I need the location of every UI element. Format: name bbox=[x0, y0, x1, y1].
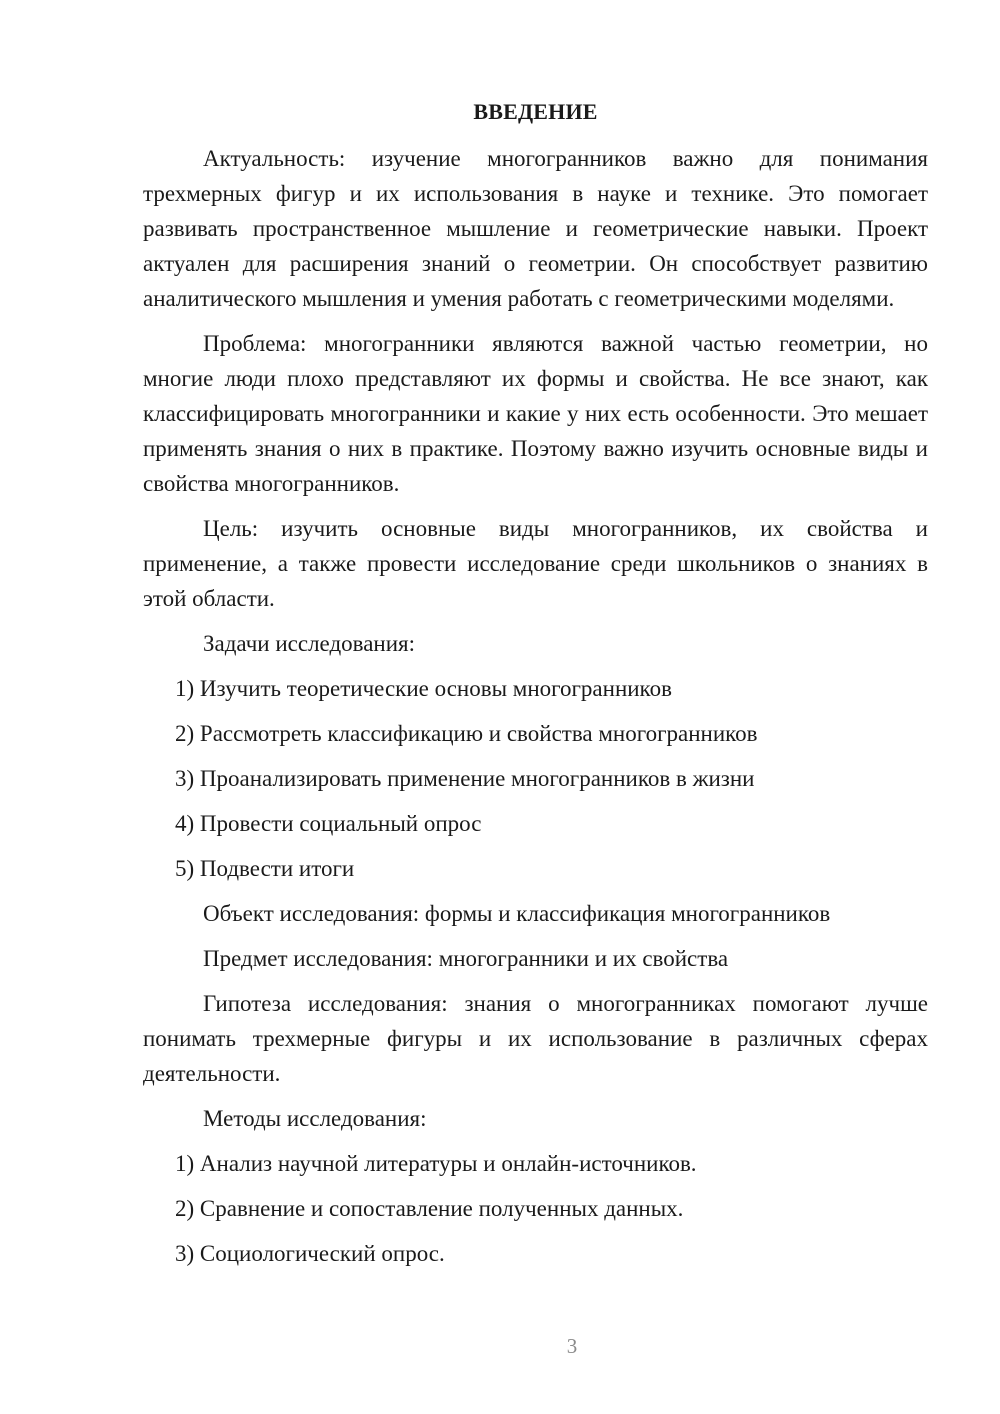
method-item: 1) Анализ научной литературы и онлайн-источников. bbox=[175, 1151, 697, 1176]
relevance-paragraph: Актуальность: изучение многогранников важно для понимания трехмерных фигур и их использования в науке и технике. Это помогает развивать пространственное мышление и геометрические навыки. Проект актуален для расширения знаний о геометрии. Он способствует развитию аналитического мышления и умения работать с геометрическими моделями. bbox=[143, 146, 928, 311]
tasks-title: Задачи исследования: bbox=[203, 631, 416, 656]
method-item: 2) Сравнение и сопоставление полученных данных. bbox=[175, 1196, 684, 1221]
method-item: 3) Социологический опрос. bbox=[175, 1241, 445, 1266]
task-item: 2) Рассмотреть классификацию и свойства многогранников bbox=[175, 721, 758, 746]
hypothesis-paragraph: Гипотеза исследования: знания о многогранниках помогают лучше понимать трехмерные фигуры и их использование в различных сферах деятельности. bbox=[143, 991, 928, 1086]
problem-paragraph: Проблема: многогранники являются важной частью геометрии, но многие люди плохо представляют их формы и свойства. Не все знают, как классифицировать многогранники и какие у них есть особенности. Это мешает применять знания о них в практике. Поэтому важно изучить основные виды и свойства многогранников. bbox=[143, 331, 928, 496]
goal-paragraph: Цель: изучить основные виды многогранников, их свойства и применение, а также провести исследование среди школьников о знаниях в этой области. bbox=[143, 516, 928, 611]
page-content bbox=[143, 94, 928, 1281]
methods-title: Методы исследования: bbox=[203, 1106, 427, 1131]
object-paragraph: Объект исследования: формы и классификация многогранников bbox=[203, 901, 831, 926]
task-item: 1) Изучить теоретические основы многогранников bbox=[175, 676, 672, 701]
task-item: 4) Провести социальный опрос bbox=[175, 811, 482, 836]
page-number: 3 bbox=[566, 1334, 578, 1358]
tasks-list bbox=[143, 671, 928, 886]
methods-list bbox=[143, 1146, 928, 1271]
task-item: 5) Подвести итоги bbox=[175, 856, 355, 881]
task-item: 3) Проанализировать применение многогранников в жизни bbox=[175, 766, 755, 791]
page-title: ВВЕДЕНИЕ bbox=[473, 99, 598, 124]
subject-paragraph: Предмет исследования: многогранники и их свойства bbox=[203, 946, 729, 971]
